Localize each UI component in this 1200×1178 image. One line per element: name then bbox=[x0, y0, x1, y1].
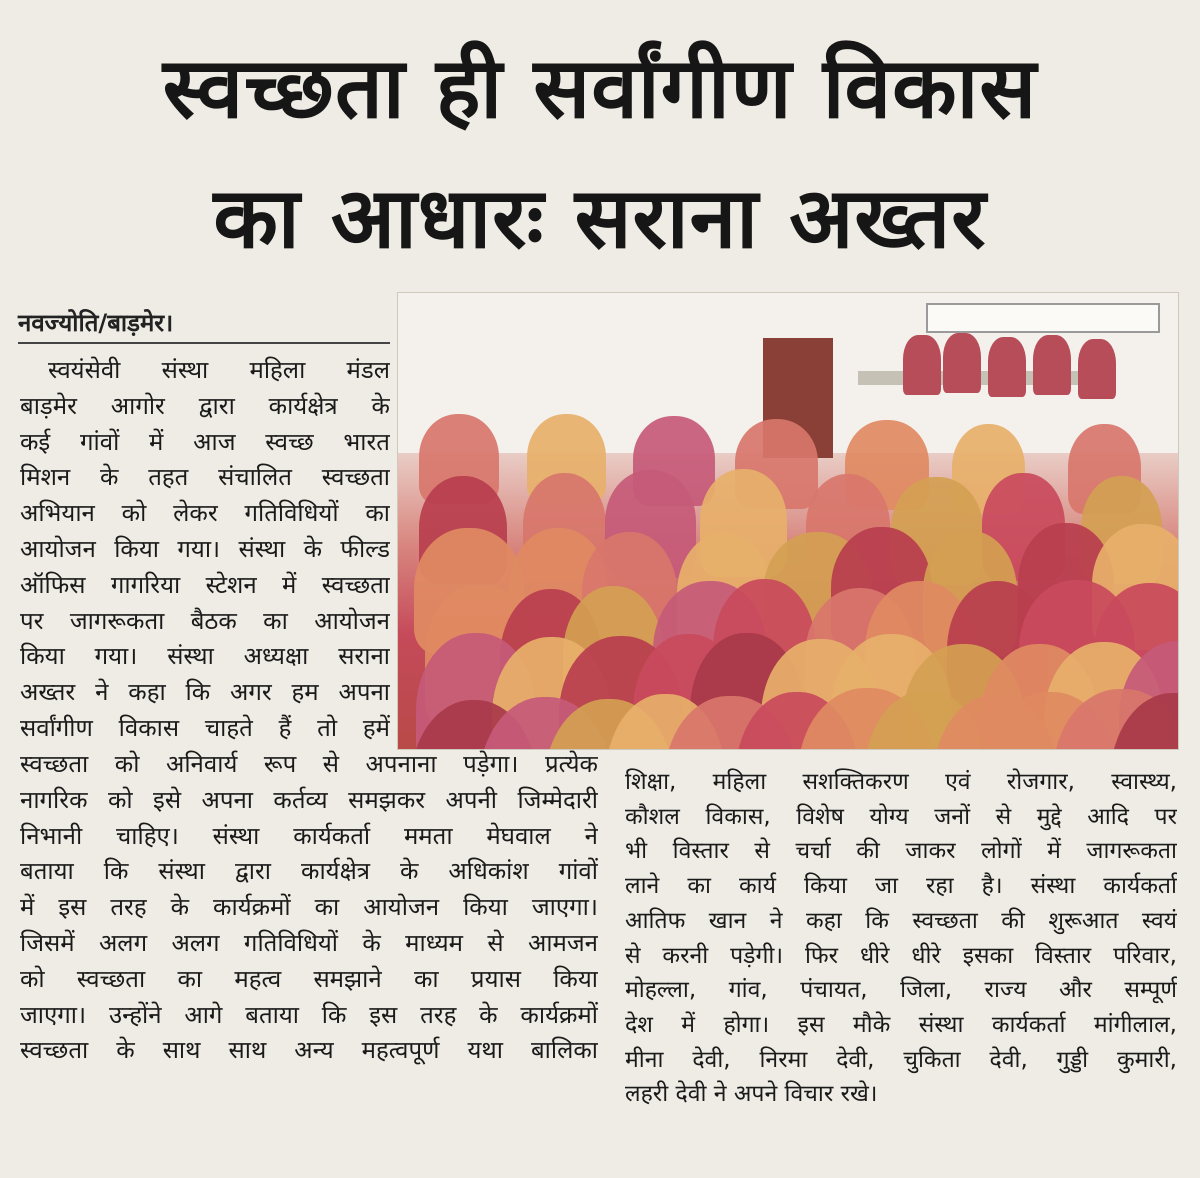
seated-person bbox=[1078, 339, 1116, 399]
article-line: आतिफ खान ने कहा कि स्वच्छता की शुरूआत स्वयं bbox=[625, 907, 1177, 934]
article-line: अभियान को लेकर गतिविधियों का bbox=[20, 499, 390, 528]
article-line: स्वच्छता को अनिवार्य रूप से अपनाना पड़ेगा। प्रत्येक bbox=[20, 750, 598, 778]
article-line: कौशल विकास, विशेष योग्य जनों से मुद्दे आदि पर bbox=[625, 803, 1177, 830]
article-column-right bbox=[625, 765, 1177, 1112]
article-line: मीना देवी, निरमा देवी, चुकिता देवी, गुड्डी कुमारी, bbox=[625, 1046, 1177, 1073]
headline-line-2: का आधारः सराना अख्तर bbox=[213, 169, 987, 267]
article-line: कई गांवों में आज स्वच्छ भारत bbox=[20, 427, 390, 456]
article-line: मोहल्ला, गांव, पंचायत, जिला, राज्य और सम्पूर्ण bbox=[625, 977, 1177, 1004]
article-line: से करनी पड़ेगी। फिर धीरे धीरे इसका विस्तार परिवार, bbox=[625, 942, 1177, 969]
article-line: अख्तर ने कहा कि अगर हम अपना bbox=[20, 678, 390, 707]
article-line: में इस तरह के कार्यक्रमों का आयोजन किया जाएगा। bbox=[20, 893, 598, 922]
dateline-rule bbox=[18, 342, 390, 344]
article-line: मिशन के तहत संचालित स्वच्छता bbox=[20, 463, 390, 492]
seated-person bbox=[1033, 335, 1071, 395]
seated-person bbox=[903, 335, 941, 395]
article-line: बताया कि संस्था द्वारा कार्यक्षेत्र के अधिकांश गांवों bbox=[20, 857, 598, 886]
article-line: किया गया। संस्था अध्यक्षा सराना bbox=[20, 642, 390, 671]
article-line: बाड़मेर आगोर द्वारा कार्यक्षेत्र के bbox=[20, 391, 390, 420]
seated-person bbox=[943, 333, 981, 393]
article-line: भी विस्तार से चर्चा की जाकर लोगों में जागरूकता bbox=[625, 838, 1177, 865]
headline-line-1: स्वच्छता ही सर्वांगीण विकास bbox=[162, 39, 1038, 137]
dateline: नवज्योति/बाड़मेर। bbox=[18, 309, 174, 337]
article-line: स्वच्छता के साथ साथ अन्य महत्वपूर्ण यथा बालिका bbox=[20, 1036, 598, 1065]
article-line: आयोजन किया गया। संस्था के फील्ड bbox=[20, 534, 390, 563]
article-line: लहरी देवी ने अपने विचार रखे। bbox=[625, 1081, 878, 1108]
article-line: लाने का कार्य किया जा रहा है। संस्था कार्यकर्ता bbox=[625, 873, 1177, 900]
article-line: को स्वच्छता का महत्व समझाने का प्रयास किया bbox=[20, 964, 598, 993]
article-line: जाएगा। उन्होंने आगे बताया कि इस तरह के कार्यक्रमों bbox=[20, 1000, 598, 1029]
article-line: निभानी चाहिए। संस्था कार्यकर्ता ममता मेघवाल ने bbox=[20, 821, 598, 850]
article-line: पर जागरूकता बैठक का आयोजन bbox=[20, 606, 390, 635]
article-line: स्वयंसेवी संस्था महिला मंडल bbox=[48, 356, 390, 384]
news-photo bbox=[397, 292, 1179, 750]
article-column-left bbox=[20, 353, 390, 747]
article-line: सर्वांगीण विकास चाहते हैं तो हमें bbox=[20, 713, 390, 742]
photo-banner bbox=[926, 303, 1160, 333]
article-line: नागरिक को इसे अपना कर्तव्य समझकर अपनी जिम्मेदारी bbox=[20, 785, 598, 814]
article-line: जिसमें अलग अलग गतिविधियों के माध्यम से आमजन bbox=[20, 928, 598, 957]
article-line: देश में होगा। इस मौके संस्था कार्यकर्ता मांगीलाल, bbox=[625, 1011, 1177, 1038]
seated-person bbox=[988, 337, 1026, 397]
article-column-wide bbox=[20, 747, 598, 1069]
article-line: ऑफिस गागरिया स्टेशन में स्वच्छता bbox=[20, 570, 390, 599]
article-line: शिक्षा, महिला सशक्तिकरण एवं रोजगार, स्वास्थ्य, bbox=[625, 769, 1177, 795]
